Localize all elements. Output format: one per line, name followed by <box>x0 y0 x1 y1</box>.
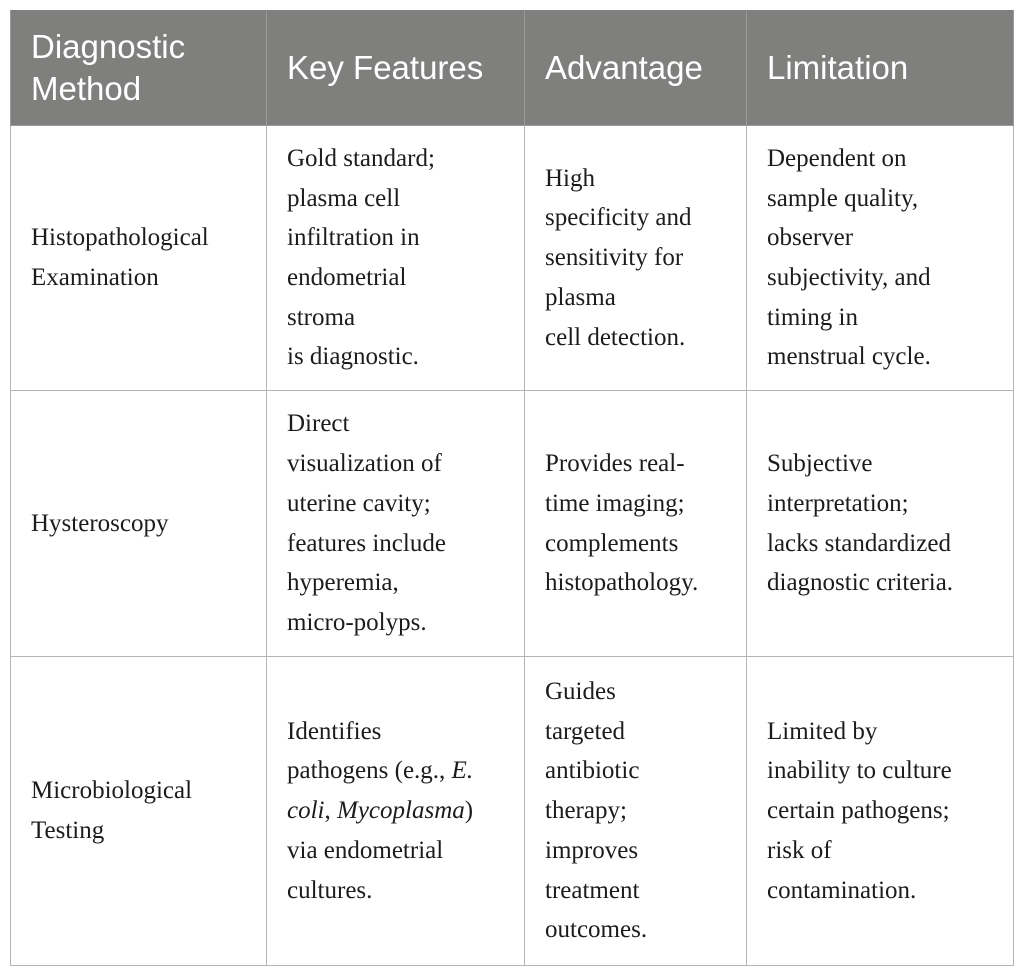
table-header <box>11 10 1014 126</box>
header-row <box>11 10 1014 126</box>
cell-features: Gold standard; plasma cell infiltration in endometrial stroma is diagnostic. <box>267 126 525 391</box>
pathogen-mycoplasma: Mycoplasma <box>337 797 465 825</box>
cell-advantage: High specificity and sensitivity for plasma cell detection. <box>525 126 747 391</box>
cell-limitation: Limited by inability to culture certain pathogens; risk of contamination. <box>747 657 1014 966</box>
features-text: , <box>324 797 337 825</box>
cell-advantage: Guides targeted antibiotic therapy; improves treatment outcomes. <box>525 657 747 966</box>
cell-features: Direct visualization of uterine cavity; features include hyperemia, micro-polyps. <box>267 391 525 657</box>
pathogen-ecoli: E. coli <box>287 757 474 825</box>
header-limitation: Limitation <box>747 10 1014 126</box>
features-text: Identifies pathogens (e.g., <box>287 717 446 785</box>
table-row <box>11 391 1014 657</box>
header-diagnostic-method: Diagnostic Method <box>11 10 267 126</box>
cell-features <box>267 657 525 966</box>
comparison-table-container <box>10 10 1013 966</box>
features-text: ) via endometrial cultures. <box>287 797 474 904</box>
header-key-features: Key Features <box>267 10 525 126</box>
header-advantage: Advantage <box>525 10 747 126</box>
cell-method: Histopathological Examination <box>11 126 267 391</box>
table-body <box>11 126 1014 966</box>
cell-limitation: Dependent on sample quality, observer subjectivity, and timing in menstrual cycle. <box>747 126 1014 391</box>
cell-method: Microbiological Testing <box>11 657 267 966</box>
cell-method: Hysteroscopy <box>11 391 267 657</box>
table-row <box>11 657 1014 966</box>
cell-limitation: Subjective interpretation; lacks standardized diagnostic criteria. <box>747 391 1014 657</box>
table-row <box>11 126 1014 391</box>
cell-advantage: Provides real- time imaging; complements histopathology. <box>525 391 747 657</box>
diagnostic-methods-table <box>10 10 1014 966</box>
